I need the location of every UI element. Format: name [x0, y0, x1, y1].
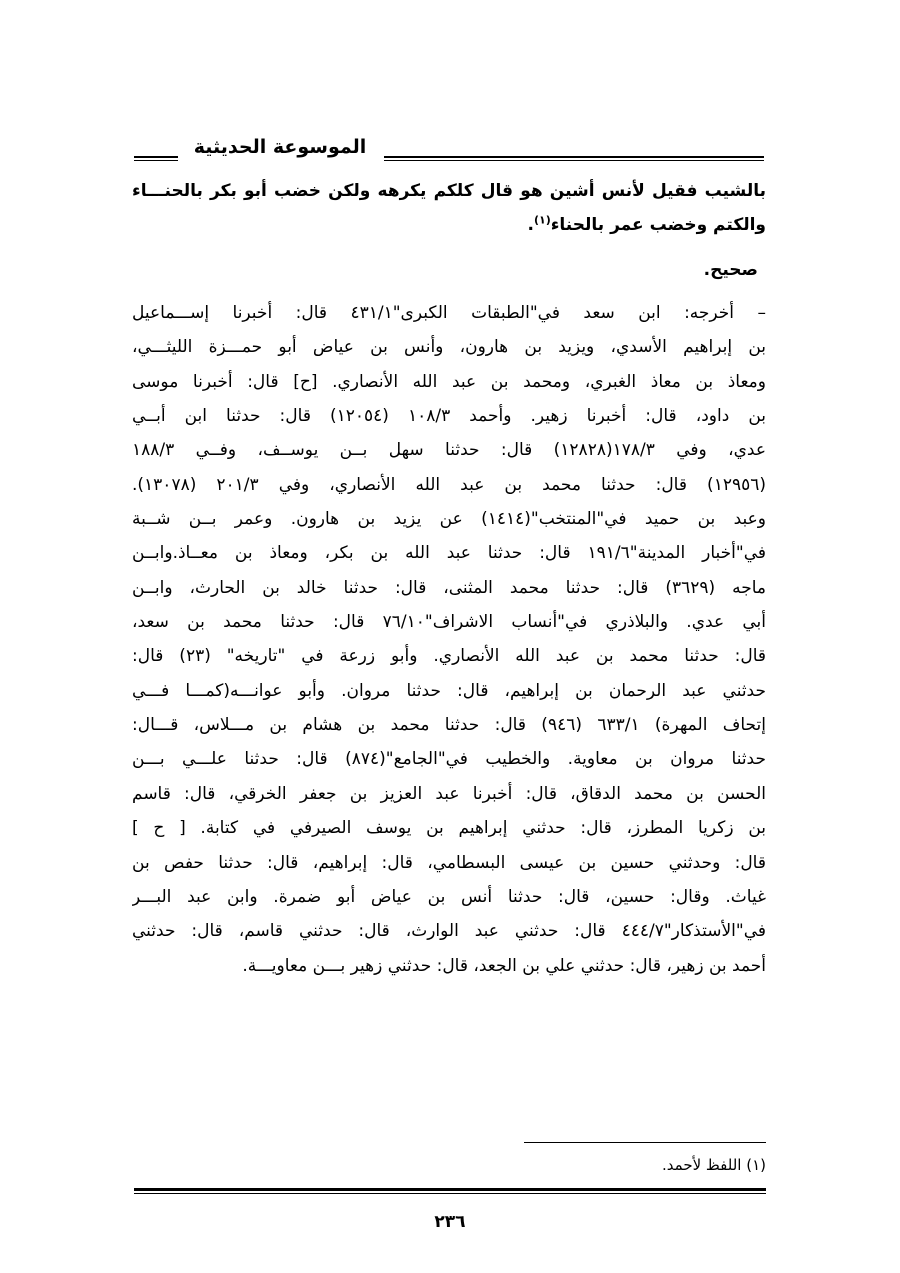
footnote: (١) اللفظ لأحمد. [662, 1156, 766, 1174]
hadith-line-text: والكتم وخضب عمر بالحناء [550, 215, 766, 236]
takhrij-line: بن إبراهيم الأسدي، ويزيد بن هارون، وأنس بن عياض أبو حمـــزة الليثـــي، [132, 337, 766, 358]
takhrij-line: حدثني عبد الرحمان بن إبراهيم، قال: حدثنا مروان. وأبو عوانـــه(كمـــا فـــي [132, 680, 766, 701]
footer-rule [134, 1188, 766, 1194]
footnote-reference: (١) [533, 213, 551, 227]
takhrij-text [132, 296, 766, 983]
takhrij-line: بن زكريا المطرز، قال: حدثني إبراهيم بن يوسف الصيرفي في كتابة. [ ح ] [132, 818, 766, 839]
takhrij-line: قال: حدثنا محمد بن عبد الله الأنصاري. وأبو زرعة في "تاريخه" (٢٣) قال: [132, 646, 766, 667]
hadith-line [132, 208, 766, 242]
takhrij-line: ومعاذ بن معاذ الغبري، ومحمد بن عبد الله الأنصاري. [ح] قال: أخبرنا موسى [132, 371, 766, 392]
takhrij-line: وعبد بن حميد في"المنتخب"(١٤١٤) عن يزيد بن هارون. وعمر بــن شــبة [132, 509, 766, 530]
takhrij-line: عدي، وفي ١٧٨/٣(١٢٨٢٨) قال: حدثنا سهل بــن يوســف، وفــي ١٨٨/٣ [132, 440, 766, 461]
takhrij-line: أحمد بن زهير، قال: حدثني علي بن الجعد، قال: حدثني زهير بـــن معاويـــة. [242, 955, 766, 976]
running-header-title: الموسوعة الحديثية [193, 136, 367, 158]
takhrij-line: إتحاف المهرة) ٦٣٣/١ (٩٤٦) قال: حدثنا محمد بن هشام بن مـــلاس، قـــال: [132, 715, 766, 736]
takhrij-line: (١٢٩٥٦) قال: حدثنا محمد بن عبد الله الأنصاري، وفي ٢٠١/٣ (١٣٠٧٨). [132, 474, 766, 495]
takhrij-line: غياث. وقال: حسين، قال: حدثنا أنس بن عياض أبو ضمرة. وابن عبد البـــر [132, 886, 766, 907]
footnote-separator [524, 1142, 766, 1143]
takhrij-line: في"الأستذكار"٤٤٤/٧ قال: حدثني عبد الوارث، قال: حدثني قاسم، قال: حدثني [132, 921, 766, 942]
takhrij-line: الحسن بن محمد الدقاق، قال: أخبرنا عبد العزيز بن جعفر الخرقي، قال: قاسم [132, 783, 766, 804]
takhrij-line: حدثنا مروان بن معاوية. والخطيب في"الجامع"(٨٧٤) قال: حدثنا علـــي بـــن [132, 749, 766, 770]
hadith-text [132, 174, 766, 243]
header-rule-right [384, 156, 764, 161]
takhrij-line: قال: وحدثني حسين بن عيسى البسطامي، قال: إبراهيم، قال: حدثنا حفص بن [132, 852, 766, 873]
takhrij-line: في"أخبار المدينة"١٩١/٦ قال: حدثنا عبد الله بن بكر، ومعاذ بن معــاذ.وابــن [132, 543, 766, 564]
hadith-line-end: . [527, 215, 534, 236]
hadith-line: بالشيب فقيل لأنس أشين هو قال كلكم يكرهه ولكن خضب أبو بكر بالحنـــاء [132, 181, 766, 201]
page-number: ٢٣٦ [434, 1212, 466, 1232]
takhrij-line: بن داود، قال: أخبرنا زهير. وأحمد ١٠٨/٣ (١٢٠٥٤) قال: حدثنا ابن أبــي [132, 406, 766, 427]
header-rule-left [134, 156, 178, 161]
grading-verdict: صحيح. [703, 260, 758, 280]
takhrij-line: – أخرجه: ابن سعد في"الطبقات الكبرى"٤٣١/١ قال: أخبرنا إســـماعيل [132, 303, 766, 323]
takhrij-line: ماجه (٣٦٢٩) قال: حدثنا محمد المثنى، قال: حدثنا خالد بن الحارث، وابــن [132, 577, 766, 598]
takhrij-line: أبي عدي. والبلاذري في"أنساب الاشراف"٧٦/١٠ قال: حدثنا محمد بن سعد، [132, 612, 766, 633]
